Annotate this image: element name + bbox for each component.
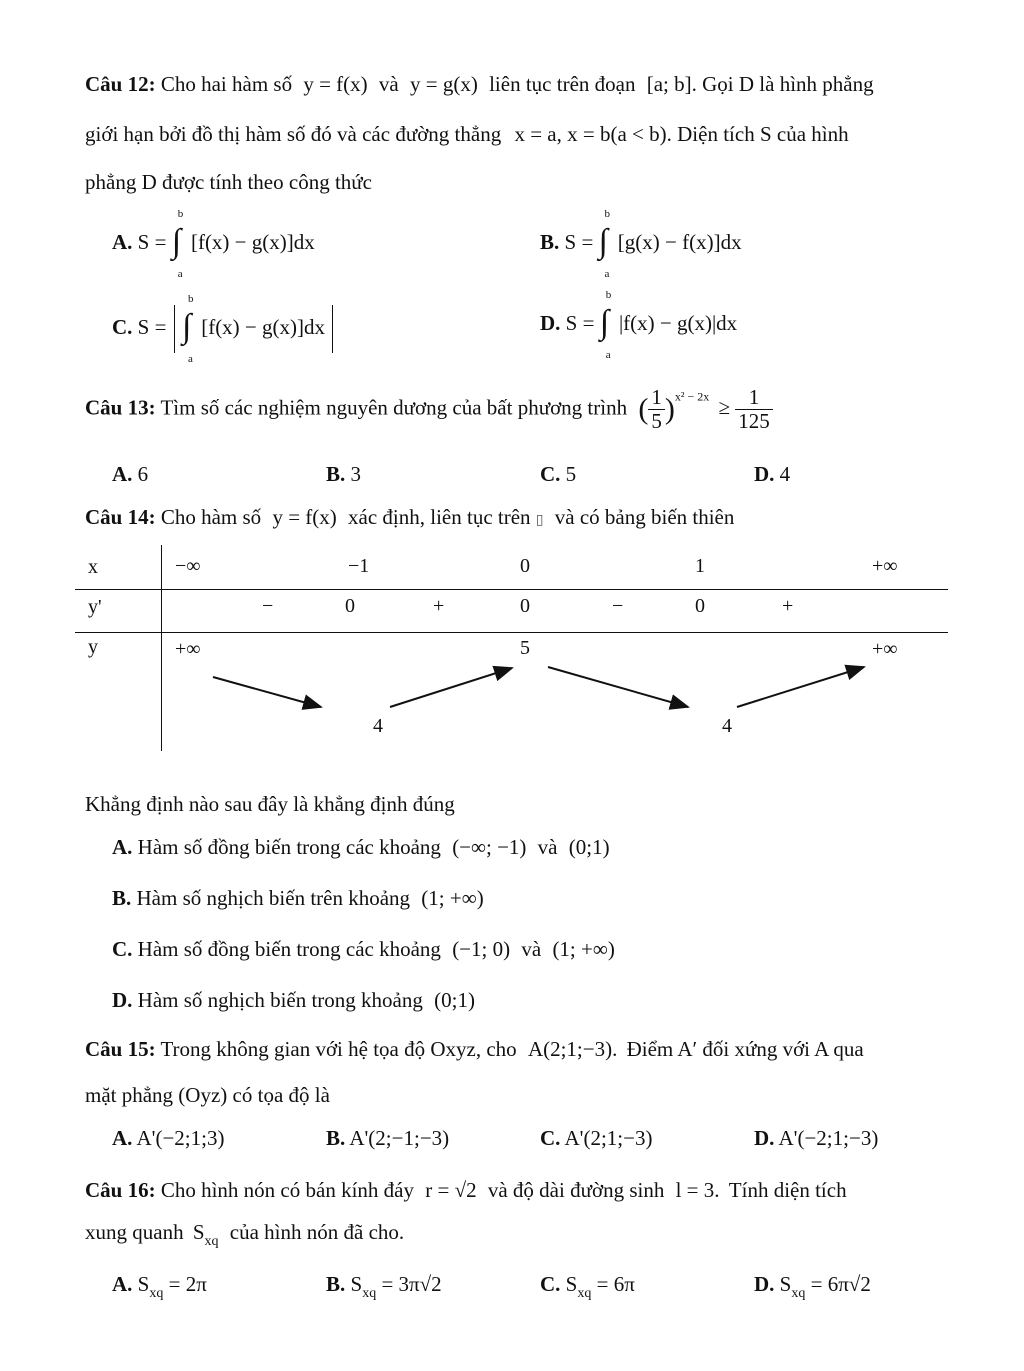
q12-option-a-key: A. [112,229,133,254]
q12-option-b-key: B. [540,229,560,254]
y-value: +∞ [175,638,201,660]
q14-text-1: Cho hàm số [160,505,262,529]
q12-interval: [a; b] [646,72,692,96]
q13-ge: ≥ [718,395,730,420]
q16-option-d[interactable]: D. $S_{xq} = 6\pi√2$ [754,1272,871,1301]
q16-option-b[interactable]: B. $S_{xq} = 3\pi√2$ [326,1272,442,1301]
x-value: 0 [520,555,530,577]
increasing-arrow-icon [390,668,512,707]
q12-text-2: liên tục trên đoạn [489,72,636,96]
q16-r-val: r = √2 [425,1178,477,1202]
dy-sign: − [612,595,624,617]
q12-option-c-key: C. [112,314,133,339]
q12-text-3: . Gọi D là hình phẳng [691,72,874,96]
q16-l-val: l = 3. [675,1178,720,1202]
increasing-arrow-icon [737,667,864,707]
decreasing-arrow-icon [548,667,688,707]
integral-icon: ∫ b a [598,208,611,280]
q14-text-3: và có bảng biến thiên [554,505,735,529]
q12-lines: x = a, x = b(a < b) [514,122,667,146]
q12-option-b-integrand: [g(x) − f(x)]dx [617,229,742,254]
q13-option-d[interactable]: D. 4 [754,462,791,486]
q13-option-c[interactable]: C. 5 [540,462,577,486]
q12-option-a-lhs: S = [137,229,167,254]
q12-text-1: Cho hai hàm số [160,72,293,96]
q14-prompt: Khẳng định nào sau đây là khẳng định đúng [85,792,455,816]
q13-option-a[interactable]: A. 6 [112,462,149,486]
integral-icon: ∫ b a [171,208,184,280]
row-y-label: y [88,636,98,658]
q16-option-c[interactable]: C. $S_{xq} = 6\pi$ [540,1272,635,1301]
q16-text-3: Tính diện tích [728,1178,847,1202]
paren-close: ) [664,392,675,426]
q13-option-b[interactable]: B. 3 [326,462,362,486]
q14-option-d[interactable]: D. Hàm số nghịch biến trong khoảng (0;1) [112,988,475,1012]
q15-label: Câu 15: [85,1037,156,1061]
q12-option-c-lhs: S = [137,314,167,339]
q12-option-d-integrand: |f(x) − g(x)|dx [618,310,738,335]
q16-line2-b: của hình nón đã cho. [229,1220,405,1244]
x-value: −∞ [175,555,201,577]
dy-zero: 0 [520,595,530,617]
q12-line3: phẳng D được tính theo công thức [85,170,372,194]
q12-line2-a: giới hạn bởi đồ thị hàm số đó và các đường thẳng [85,122,502,146]
q15-option-a[interactable]: A. A'(−2;1;3) [112,1126,225,1150]
q13-exponent: x² − 2x [674,389,710,404]
integral-icon: ∫ b a [599,289,612,361]
q12-option-a-integrand: [f(x) − g(x)]dx [190,229,315,254]
q15-option-c[interactable]: C. A'(2;1;−3) [540,1126,653,1150]
y-value: +∞ [872,638,898,660]
q12-option-d-key: D. [540,310,561,335]
y-value: 4 [722,715,732,737]
y-value: 4 [373,715,383,737]
decreasing-arrow-icon [213,677,321,707]
integral-icon: ∫ b a [181,293,194,365]
q12-f-def: y = f(x) [303,72,368,96]
y-value: 5 [520,637,530,659]
q12-option-c-integrand: [f(x) − g(x)]dx [201,314,325,339]
q12-option-d-lhs: S = [565,310,595,335]
x-value: +∞ [872,555,898,577]
q16-line2 [85,1220,404,1250]
q12-option-b-lhs: S = [564,229,594,254]
q15-text-1: Trong không gian với hệ tọa độ Oxyz, cho [160,1037,517,1061]
q14-label: Câu 14: [85,505,156,529]
q16-sxq-sub: xq [204,1234,219,1249]
dy-sign: + [782,595,794,617]
dy-zero: 0 [695,595,705,617]
q15-line2: mặt phẳng (Oyz) có tọa độ là [85,1083,330,1107]
q12-label: Câu 12: [85,72,156,96]
q16-option-a[interactable]: A. $S_{xq} = 2\pi$ [112,1272,207,1301]
q13-label: Câu 13: [85,395,156,420]
q16-line2-a: xung quanh [85,1220,184,1244]
q12-g-def: y = g(x) [410,72,478,96]
row-x-label: x [88,556,98,578]
q14-option-c[interactable]: C. Hàm số đồng biến trong các khoảng (−1; 0) và (1; +∞) [112,937,615,961]
dy-sign: − [262,595,274,617]
q16-line1 [85,1178,847,1203]
q16-label: Câu 16: [85,1178,156,1202]
real-set-icon: ▯ [535,513,544,528]
q16-sxq: S [192,1220,205,1244]
q15-point: A(2;1;−3). [527,1037,618,1061]
q14-option-b[interactable]: B. Hàm số nghịch biến trên khoảng (1; +∞) [112,886,484,910]
row-dy-label: y' [88,596,102,618]
q12-and: và [378,72,399,96]
q13-text: Tìm số các nghiệm nguyên dương của bất phương trình [160,395,628,420]
q14-text-2: xác định, liên tục trên [348,505,531,529]
q15-text-2: Điểm A′ đối xứng với A qua [626,1037,864,1061]
q16-text-2: và độ dài đường sinh [487,1178,665,1202]
q12-line2-b: . Diện tích S của hình [666,122,849,146]
q14-option-a[interactable]: A. Hàm số đồng biến trong các khoảng (−∞; −1) và (0;1) [112,835,610,859]
q15-option-d[interactable]: D. A'(−2;1;−3) [754,1126,879,1150]
q13-base-frac: $\frac{1}{5}$ [648,386,665,433]
q15-line1 [85,1037,864,1062]
x-value: 1 [695,555,705,577]
q14-f-def: y = f(x) [272,505,337,529]
q15-option-b[interactable]: B. A'(2;−1;−3) [326,1126,450,1150]
dy-sign: + [433,595,445,617]
x-value: −1 [348,555,370,577]
q13-rhs-frac: $\frac{1}{125}$ [735,386,773,433]
paren-open: ( [638,392,649,426]
dy-zero: 0 [345,595,355,617]
q16-text-1: Cho hình nón có bán kính đáy [160,1178,414,1202]
